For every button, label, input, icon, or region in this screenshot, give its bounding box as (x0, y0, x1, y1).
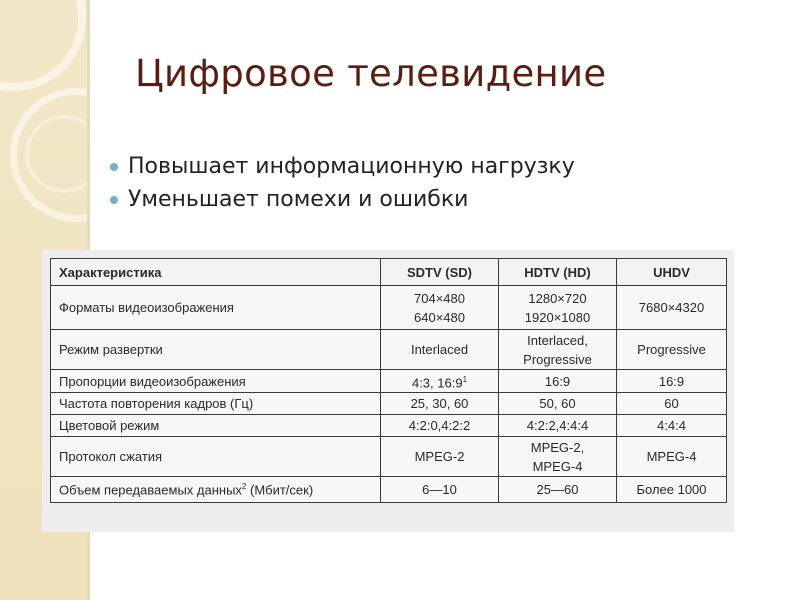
header-sdtv: SDTV (SD) (381, 259, 499, 286)
cell-value: 4:4:4 (657, 418, 686, 434)
row-label-text: Режим развертки (59, 342, 163, 357)
cell-value: 1280×720 (528, 290, 587, 306)
table-row (51, 370, 727, 393)
row-label-text: Форматы видеоизображения (59, 300, 234, 315)
cell-hdtv (499, 370, 617, 393)
cell-value: 16:9 (658, 373, 685, 389)
cell-value: 7680×4320 (638, 300, 705, 315)
row-label-text: Объем передаваемых данных (59, 482, 242, 498)
cell-uhdv (617, 330, 727, 370)
cell-uhdv (617, 415, 727, 437)
footnote-mark: 2 (241, 482, 247, 492)
cell-value: 50, 60 (539, 396, 576, 412)
row-label-unit: (Мбит/сек) (246, 482, 314, 498)
cell-sdtv (381, 437, 499, 477)
row-label (51, 286, 381, 330)
cell-value: Interlaced (410, 342, 469, 357)
cell-hdtv (499, 330, 617, 370)
slide-title: Цифровое телевидение (135, 52, 607, 95)
bullet-item (110, 183, 575, 216)
table-row (51, 393, 727, 415)
bullet-text: Повышает информационную нагрузку (128, 154, 575, 179)
cell-value: Interlaced, (527, 332, 588, 348)
cell-value: Progressive (523, 351, 592, 367)
row-label-text: Цветовой режим (59, 418, 160, 434)
cell-value: 704×480 (414, 290, 465, 306)
table-image-frame (42, 250, 734, 532)
cell-value: 60 (664, 396, 679, 412)
cell-value: MPEG-2 (414, 449, 465, 465)
row-label-text: Протокол сжатия (59, 449, 163, 465)
cell-uhdv (617, 370, 727, 393)
header-characteristic: Характеристика (51, 259, 381, 286)
table-header-row (51, 259, 727, 286)
cell-value: 4:2:2,4:4:4 (526, 418, 589, 434)
footnote-mark: 1 (462, 375, 468, 384)
cell-value: 1920×1080 (524, 309, 591, 325)
cell-uhdv (617, 477, 727, 503)
row-label-text: Пропорции видеоизображения (59, 373, 246, 389)
cell-sdtv (381, 477, 499, 503)
row-label (51, 370, 381, 393)
cell-hdtv (499, 477, 617, 503)
cell-value: 6—10 (422, 482, 457, 498)
cell-uhdv (617, 393, 727, 415)
bullet-item (110, 150, 575, 183)
cell-hdtv (499, 415, 617, 437)
cell-value: 25, 30, 60 (410, 396, 469, 412)
cell-sdtv (381, 415, 499, 437)
row-label (51, 330, 381, 370)
cell-value: 4:3, $16:9^1$ (411, 375, 468, 391)
row-label-text: Частота повторения кадров (Гц) (59, 396, 254, 412)
cell-uhdv (617, 437, 727, 477)
header-hdtv: HDTV (HD) (499, 259, 617, 286)
cell-sdtv (381, 330, 499, 370)
cell-sdtv (381, 393, 499, 415)
cell-value: 640×480 (414, 309, 465, 325)
table-row (51, 330, 727, 370)
cell-value: 16:9 (544, 373, 571, 389)
cell-hdtv (499, 393, 617, 415)
cell-hdtv (499, 437, 617, 477)
cell-value: Более 1000 (636, 482, 707, 498)
row-label (51, 415, 381, 437)
tv-standards-table (50, 258, 727, 503)
cell-value: 4:2:0,4:2:2 (408, 418, 471, 434)
cell-value: Progressive (637, 342, 706, 357)
bullet-dot-icon (110, 196, 118, 204)
cell-sdtv (381, 286, 499, 330)
row-label (51, 437, 381, 477)
cell-hdtv (499, 286, 617, 330)
decorative-ring (0, 0, 86, 91)
table-row (51, 286, 727, 330)
table-row (51, 477, 727, 503)
cell-value: MPEG-2, (530, 439, 585, 455)
bullet-text: Уменьшает помехи и ошибки (128, 187, 469, 212)
bullet-list (110, 150, 575, 216)
row-label (51, 477, 381, 503)
table-row (51, 437, 727, 477)
cell-value: MPEG-4 (532, 458, 583, 474)
cell-value: 25—60 (536, 482, 579, 498)
cell-uhdv (617, 286, 727, 330)
cell-value: MPEG-4 (646, 449, 697, 465)
table-body (51, 286, 727, 503)
header-uhdv: UHDV (617, 259, 727, 286)
cell-sdtv (381, 370, 499, 393)
bullet-dot-icon (110, 163, 118, 171)
row-label (51, 393, 381, 415)
table-row (51, 415, 727, 437)
